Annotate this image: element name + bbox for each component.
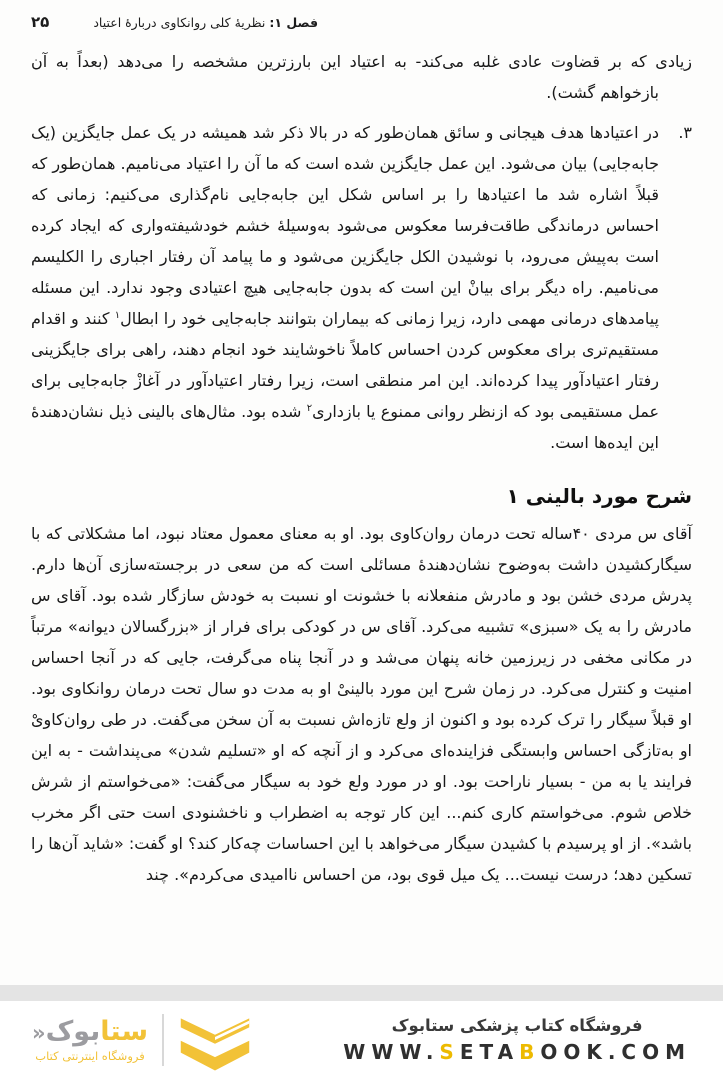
- brand-part-seta: ستا: [100, 1015, 149, 1047]
- guillemet-mark: «: [32, 1020, 46, 1045]
- page-bottom-edge: [0, 985, 723, 1001]
- footer-banner: [0, 1001, 723, 1079]
- logo-wordmark: [32, 1017, 148, 1064]
- website-url: WWW.SETABOOK.COM: [343, 1040, 691, 1064]
- chapter-title: نظریهٔ کلی روانکاوی دربارهٔ اعتیاد: [93, 15, 270, 30]
- item-paragraph: در اعتیادها هدف هیجانی و سائق همان‌طور که در بالا ذکر شد همیشه در یک عمل جایگزین (یک جابه‌جایی) بیان می‌شود. این عمل جایگزین شده است که ما آن را اعتیاد می‌نامیم. همان‌طور که قبلاً اشاره شد ما اعتیادها را بر اساس شکل این جابه‌جایی نام‌گذاری می‌کنیم: زمانی که احساس درماندگی طاقت‌فرسا معکوس می‌شود به‌وسیلهٔ خشم خودشیفته‌واری که ایجاد کرده است به‌پیش می‌رود، با نوشیدن الکل جایگزین می‌شود و ما پیامد آن رفتار اجباری را الکلیسم می‌نامیم. راه دیگر برای بیانْ این است که بدون جابه‌جایی هیچ اعتیادی وجود ندارد. این مسئله پیامدهای درمانی مهمی دارد، زیرا زمانی که بیماران بتوانند جابه‌جایی خود را ابطال$^۱$ کنند و اقدام مستقیم‌تری برای معکوس کردن احساس کاملاً ناخوشایند خود انجام دهند، راهی برای جایگزینی رفتار اعتیادآور پیدا کرده‌اند. این امر منطقی است، زیرا رفتار اعتیادآور در آغازْ جابه‌جایی برای عمل مستقیمی بود که ازنظر روانی ممنوع یا بازداری$^۲$ شده بود. مثال‌های بالینی ذیل نشان‌دهندهٔ این ایده‌ها است.: [31, 123, 660, 452]
- numbered-item-3: [31, 117, 692, 458]
- setabook-logo: [32, 1008, 254, 1072]
- item-number: ۳.: [678, 123, 692, 142]
- page-number: ۲۵: [31, 13, 50, 31]
- continuation-paragraph: زیادی که بر قضاوت عادی غلبه می‌کند- به اعتیاد این بارزترین مشخصه را می‌دهد (بعداً به آن بازخواهم گشت).: [31, 52, 692, 102]
- clinical-case-paragraph: آقای س مردی ۴۰ساله تحت درمان روان‌کاوی بود. او به معنای معمول معتاد نبود، اما مشکلاتی که با سیگارکشیدن داشت به‌وضوح نشان‌دهندهٔ مسائلی است که من سعی در برجسته‌سازی آن‌ها دارم. پدرش مردی خشن بود و مادرش منفعلانه با خشونت او نسبت به خودش سازگار شده بود. آقای س مادرش را به یک «سبزی» تشبیه می‌کرد. آقای س در کودکی برای فرار از «بزرگسالان دیوانه» مرتباً در مکانی مخفی در زیرزمین خانه پنهان می‌شد و در آنجا پناه می‌گرفت، جایی که در آنجا احساس امنیت و کنترل می‌کرد. در زمان شرح این مورد بالینیْ او به مدت دو سال تحت درمان روانکاوی بود. او قبلاً سیگار را ترک کرده بود و اکنون از ولع تازه‌اش نسبت به آن سخن می‌گفت. در طی روان‌کاویْ او به‌تازگی احساس وابستگی فزاینده‌ای می‌کرد و از آنچه که او «تسلیم شدن» می‌پنداشت - به این فرایند یا به من - بسیار ناراحت بود. او در مورد ولع خود به سیگار می‌گفت: «می‌خواستم از شرش خلاص شوم. می‌خواستم کاری کنم... این کار توجه به اضطراب و ناخشنودی است حتی اگر مخرب باشد». از او پرسیدم با کشیدن سیگار می‌خواهد با این احساسات چه‌کار کند؟ او گفت: «شاید آن‌ها را تسکین دهد؛ درست نیست... یک میل قوی بود، من احساس ناامیدی می‌کردم». چند: [31, 524, 693, 884]
- chapter-label: فصل ۱:: [269, 15, 319, 30]
- logo-tagline: فروشگاه اینترنتی کتاب: [35, 1049, 145, 1064]
- store-name: فروشگاه کتاب پزشکی ستابوک: [391, 1016, 643, 1035]
- section-heading: شرح مورد بالینی ۱: [506, 484, 692, 508]
- running-head: [93, 15, 318, 30]
- brand-part-book: بوک: [45, 1015, 101, 1047]
- chevron-logo-icon: [176, 1008, 254, 1072]
- page-header: [31, 13, 692, 31]
- logo-divider: [162, 1014, 164, 1066]
- store-info: [343, 1016, 691, 1064]
- brand-name: [32, 1017, 148, 1047]
